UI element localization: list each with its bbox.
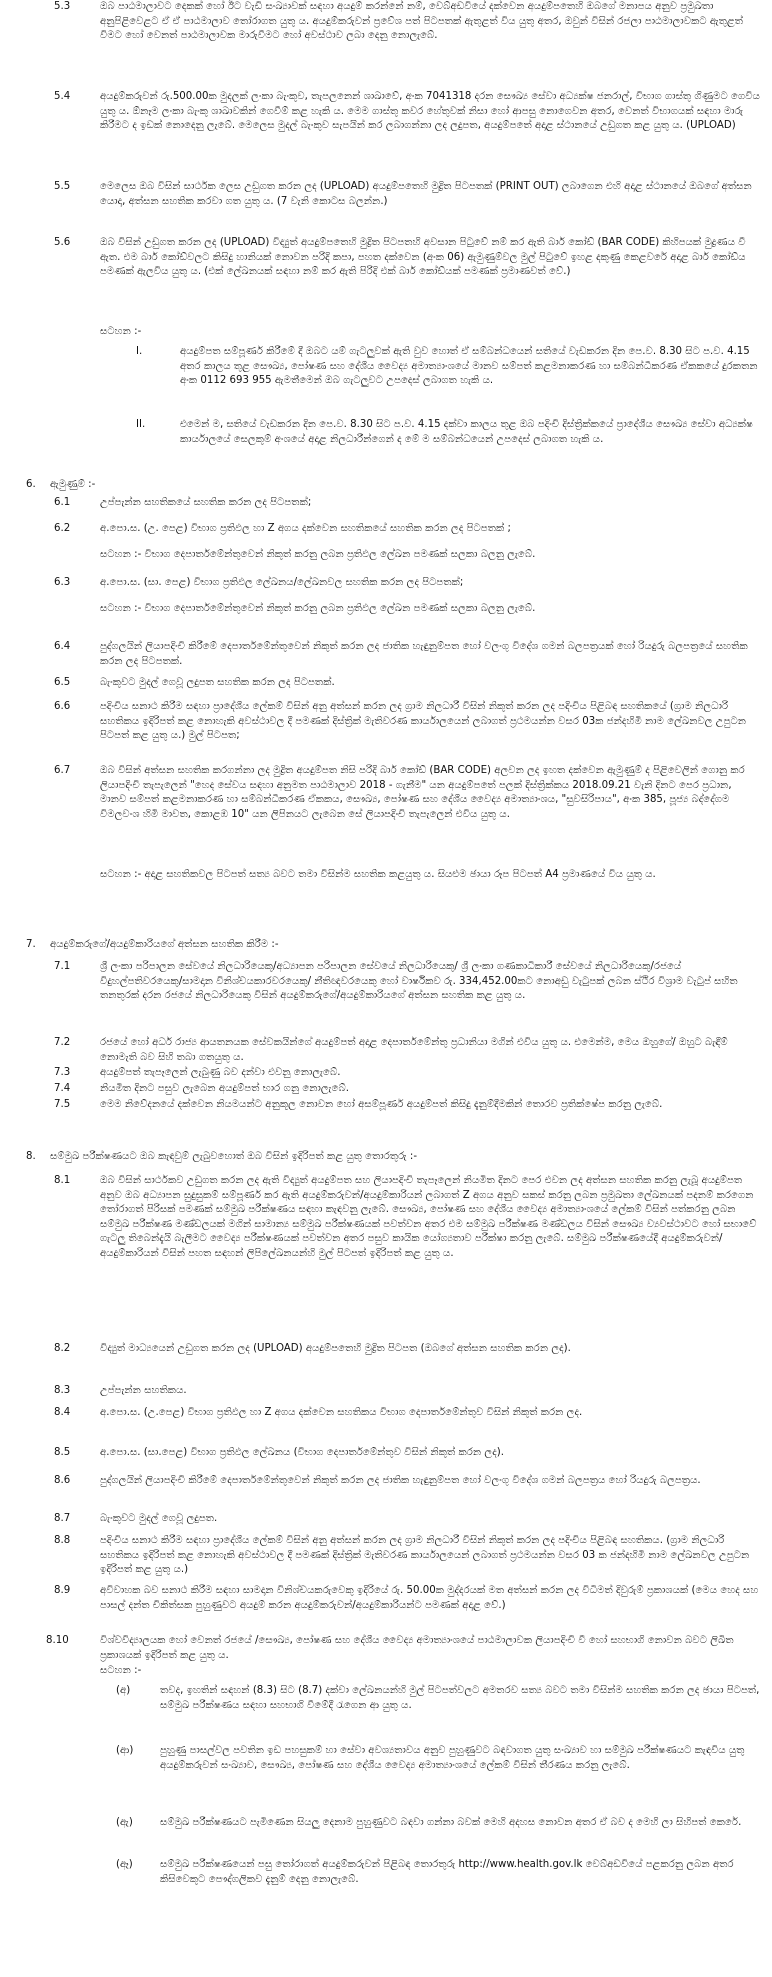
item-text: බැංකුවට මුදල් ගෙවූ ලදුපත. — [100, 1513, 218, 1524]
section-title: ඇමුණුම් :- — [50, 479, 96, 490]
note-text: එමෙන් ම, සතියේ වැඩකරන දින පෙ.ව. 8.30 සිට ප.ව. 4.15 දක්වා කාලය තුළ ඔබ පදිංචි දිස්ත්‍රික්කයේ ප්‍රාදේශීය සෞඛ්‍ය සේවා අධ්‍යක්ෂ කාර්යාලයේ සෙලකුම් අංශයේ අදාළ නිලධාරීන්ගෙන් ද මේ ම සම්බන්ධයෙන් උපදෙස් ලබාගත හැකි ය. — [180, 419, 753, 445]
item-number: 8.6 — [54, 1475, 71, 1486]
item-text: අවිවාහක බව සනාථ කිරීම සඳහා සාමදාන විනිශ්චයකරුවෙකු ඉදිරියේ රු. 50.00ක මුද්දරයක් මත අත්සන් කරන ලද විධිමත් දිවුරුම් ප්‍රකාශයක් (මෙය හෙද සහ පාසල් දන්ත චිකිත්සක පුහුණුවට අයදුම් කරන අයදුම්කරුවන්/අයදුම්කාරියන්ට පමණක් අදාළ වේ.) — [100, 1585, 759, 1611]
item-text: අ.පො.ස. (උ.පෙළ) විභාග ප්‍රතිඵල හා Z අගය දක්වෙන සහතිකය විභාග දෙපාර්තමේන්තුව විසින් නිකුත් කරන ලද. — [100, 1407, 583, 1418]
item-number: 5.3 — [54, 1, 71, 12]
note-text: අයදුම්පත සම්පූර්ණ කිරීමේ දී ඔබට යම් ගැටලුවක් ඇති වුව හොත් ඒ සම්බන්ධයෙන් සතියේ වැඩකරන දින පෙ.ව. 8.30 සිට ප.ව. 4.15 අතර කාලය තුළ සෞඛ්‍ය, පෝෂණ සහ දේශීය වෛද්‍ය අමාත්‍යාංශයේ මානව සම්පත් කළමනාකරණ හා සම්බන්ධීකරණ ඒකකයේ දුරකතන අංක 0112 693 955 ඇමතීමෙන් ඔබ ගැටලුවට උපදෙස් ලබාගත හැකි ය. — [180, 346, 758, 387]
item-number: 6.2 — [54, 523, 71, 534]
note-text: පුහුණු පාසල්වල පවතින ඉඩ පහසුකම් හා සේවා අවශ්‍යතාවය අනුව පුහුණුවට බඳවාගත යුතු සංඛ්‍යාව හා සම්මුඛ පරීක්ෂණයට කැඳවිය යුතු අයදුම්කරුවන් සංඛ්‍යාව, සෞඛ්‍ය, පෝෂණ සහ දේශීය වෛද්‍ය අමාත්‍යාංශයේ ලේකම් විසින් තීරණය කරනු ලැබේ. — [160, 1745, 745, 1771]
item-text: පදිංචිය සනාථ කිරීම සඳහා ප්‍රාදේශීය ලේකම් විසින් අනු අත්සන් කරන ලද ග්‍රාම නිලධාරී විසින් නිකුත් කරන ලද පදිංචිය පිළිබඳ සහතිකය. (ග්‍රාම නිලධාරි සහතිකය ඉදිරිපත් කළ නොහැකි අවස්ථාවල දී පමණක් දිස්ත්‍රික් මැතිවරණ කාර්යාලයෙන් ලබාගත් ප්‍රථමයන්න වසර 03 ක ජන්දහිමි නාම ලේඛනවල උපුටන ඉදිරිපත් කළ යුතු ය.) — [100, 1535, 750, 1576]
item-number: 7.4 — [54, 1083, 71, 1094]
item-number: 7.1 — [54, 961, 71, 972]
item-text: පුද්ගලයින් ලියාපදිංචි කිරීමේ දෙපාර්තමේන්තුවෙන් නිකුත් කරන ලද ජාතික හැඳුනුම්පත හෝ වලංගු විදේශ ගමන් බලපත්‍රය හෝ රියදුරු බලපත්‍රය. — [100, 1475, 701, 1486]
item-text: ඔබ විසින් අත්සන සහතික කරගන්නා ලද මුද්‍රිත අයදුම්පත නිසි පරිදි බාර් කෝඩ් (BAR CODE) අලවන ලද ඉහත දක්වෙන ඇමුණුම් ද පිළිවෙලින් ගොනු කර ලියාපදිංචි තැපැලෙන් "හෙද සේවය සඳහා අනුමත පාඨමාලාව 2018 - ගැනීම" යන අයදුම්පතේ පලක් දිස්ත්‍රික්කය 2018.09.21 වැනි දිනට පෙර ප්‍රධාන, මානව සම්පත් කළමනාකරණ හා සම්බන්ධීකරණ ඒකකය, සෞඛ්‍ය, පෝෂණ සහ දේශීය වෛද්‍ය අමාත්‍යාංශය, "සුවසිරිපාය", අංක 385, පූජ්‍ය බද්දේගම විමලවංශ හිමි මාවත, කොළඹ 10" යන ලිපිනයට ලැබෙන සේ ලියාපදිංචි තැපැලෙන් එවිය යුතු ය. — [100, 765, 745, 820]
item-text: විද්‍යුත් මාධ්‍යයෙන් උඩුගත කරන ලද (UPLOAD) අයදුම්පතෙහි මුද්‍රිත පිටපත (ඔබගේ අත්සන සහතික කරන ලද). — [100, 1343, 571, 1354]
section-number: 8. — [26, 1151, 36, 1162]
section-title: සම්මුඛ පරීක්ෂණයට ඔබ කැඳවුම් ලැබුවහොත් ඔබ විසින් ඉදිරිපත් කළ යුතු තොරතුරු :- — [50, 1151, 418, 1162]
item-text: බැංකුවට මුදල් ගෙවූ ලදුපත සහතික කරන ලද පිටපතක්. — [100, 677, 335, 688]
note-number: I. — [136, 346, 143, 357]
item-text: මෙම නිවේදනයේ දක්වෙන නියමයන්ට අනුකූල නොවන හෝ අසම්පූර්ණ අයදුම්පත් කිසිදු දැනුම්දීමකින් තොරව ප්‍රතික්ෂේප කරනු ලැබේ. — [100, 1099, 663, 1110]
item-text: උප්පැන්න සහතිකයේ සහතික කරන ලද පිටපතක්; — [100, 497, 312, 508]
item-text: විශ්වවිද්‍යාලයක හෝ වෙනත් රජයේ /සෞඛ්‍ය, පෝෂණ සහ දේශීය වෛද්‍ය අමාත්‍යාංශයේ පාඨමාලාවක ලියාපදිංචි වී හෝ සහභාගි නොවන බවට ලිඛිත ප්‍රකාශයක් ඉදිරිපත් කළ යුතු ය. — [100, 1635, 734, 1661]
item-number: 8.4 — [54, 1407, 71, 1418]
item-text: අ.පො.ස. (උ. පෙළ) විභාග ප්‍රතිඵල හා Z අගය දක්වෙන සහතිකයේ සහතික කරන ලද පිටපතක් ; — [100, 523, 511, 534]
note-text: සටහන :- විභාග දෙපාර්තමේන්තුවෙන් නිකුත් කරනු ලබන ප්‍රතිඵල ලේඛන පමණක් සලකා බලනු ලැබේ. — [100, 603, 536, 614]
section-number: 7. — [26, 939, 36, 950]
item-text: අයදුම්පත් තැපෑලෙන් ලැබුණු බව දන්වා එවනු නොලැබේ. — [100, 1067, 341, 1078]
note-label: සටහන :- — [100, 1665, 142, 1676]
item-text: උප්පැන්න සහතිකය. — [100, 1385, 187, 1396]
note-text: සම්මුඛ පරීක්ෂණයට පැමිණෙන සියලු දෙනාම පුහුණුවට බඳවා ගන්නා බවක් මෙහි අදහස නොවන අතර ඒ බව ද මෙහි ලා සිහිපත් කෙරේ. — [160, 1817, 742, 1828]
item-number: 5.5 — [54, 181, 71, 192]
item-text: අ.පො.ස. (සා.පෙළ) විභාග ප්‍රතිඵල ලේඛනය (විභාග දෙපාර්තමේන්තුව විසින් නිකුත් කරන ලද). — [100, 1447, 504, 1458]
note-number: (ඇ) — [116, 1817, 133, 1828]
item-text: ඔබ විසින් සාර්ථකව උඩුගත කරන ලද ඇති විද්‍යුත් අයදුම්පත සහ ලියාපදිංචි තැපෑලෙන් නියමිත දිනට පෙර එවන ලද අත්සන සහතික කරනු ලැබූ අයදුම්පත අනුව ඔබ අධ්‍යාපන සුදුසුකම් සම්පූර්ණ කර ඇති අයදුම්කරුවන්/අයදුම්කාරියන් ලබාගත් Z අගය අනුව සකස් කරනු ලබන ප්‍රමුඛතා ලේඛනයක් පදනම් කරගෙන තෝරාගත් පිරිසක් පමණක් සම්මුඛ පරීක්ෂණය සඳහා කැඳවනු ලැබේ. සෞඛ්‍ය, පෝෂණ සහ දේශීය වෛද්‍ය අමාත්‍යාංශයේ ලේකම් විසින් පත්කරනු ලබන සම්මුඛ පරීක්ෂණ මණ්ඩලයක් මගින් සාමාන්‍ය සම්මුඛ පරීක්ෂණයක් පවත්වන අතර එම සම්මුඛ පරීක්ෂණ මණ්ඩලය විසින් සෞඛ්‍ය ව්‍යවස්ථාවට හෝ සභාවේ ගැටලු තිබෙන්දැයි බැලීමට වෛද්‍ය පරීක්ෂණයක් පවත්වන අතර පසුව කායික යෝග්‍යතාව පරීක්ෂා කරනු ලැබේ. සම්මුඛ පරීක්ෂණයේදී අයදුම්කරුවන්/අයදුම්කාරියන් විසින් පහත සඳහන් ලිපිලේඛනයන්හි මුල් පිටපත් ඉදිරිපත් කළ යුතු ය. — [100, 1175, 757, 1259]
item-number: 7.2 — [54, 1037, 71, 1048]
item-text: පුද්ගලයින් ලියාපදිංචි කිරීමේ දෙපාර්තමේන්තුවෙන් නිකුත් කරන ලද ජාතික හැඳුනුම්පත හෝ වලංගු විදේශ ගමන් බලපත්‍රයක් හෝ රියදුරු බලපත්‍රයේ සහතික කරන ලද පිටපතක්. — [100, 641, 748, 667]
item-number: 8.2 — [54, 1343, 71, 1354]
item-number: 6.1 — [54, 497, 71, 508]
note-label: සටහන :- — [100, 326, 142, 337]
item-number: 8.3 — [54, 1385, 71, 1396]
item-text: ඔබ විසින් උඩුගත කරන ලද (UPLOAD) විද්‍යුත් අයදුම්පතෙහි මුද්‍රිත පිටපතහි අවසාන පිටුවේ නම් කර ඇති බාර් කෝඩ් (BAR CODE) කිහිපයක් මුද්‍රණය වී ඇත. එම බාර් කෝඩ්වලට කිසිදු හානියක් නොවන පරිදි කපා, පහත දක්වෙන (අංක 06) ඇමුණුම්වල මුල් පිටුවේ ඉහළ දකුණු කෙළවරේ අදාළ බාර් කෝඩ්ය පමණක් ඇලවිය යුතු ය. (එක් ලේඛනයක් සඳහා නම් කර ඇති පිරිදි එක් බාර් කෝඩ්යක් පමණක් ප්‍රමාණවත් වේ.) — [100, 237, 746, 278]
item-text: ඔබ පාඨමාලාවට දෙකක් හෝ ඊට වැඩි සංඛ්‍යාවක් සඳහා අයදුම් කරන්නේ නම්, වෙබ්අඩවියේ දක්වෙන අයදුම්පතෙහි ඔබගේ මනාපය අනුව ප්‍රමුඛතා අනුපිළිවෙළට ඒ ඒ පාඨමාලාව තෝරාගත යුතු ය. අයදුම්කරුවන් ප්‍රවේශ පත් පිටපතක් ඇතුළත් විය යුතු අතර, ඔවුන් විසින් රජලා පාඨමාලාවකට ඇතුළත් විමට හෝ වෙනත් පාඨමාලාවක මාරුවීමට හෝ අවස්ථාව ලබා දෙනු නොලැබේ. — [100, 1, 744, 42]
note-number: (අ) — [116, 1685, 131, 1696]
item-text: නියමිත දිනට පසුව ලැබෙන අයදුම්පත් භාර ගනු නොලැබේ. — [100, 1083, 349, 1094]
item-number: 8.9 — [54, 1585, 71, 1596]
item-number: 8.5 — [54, 1447, 71, 1458]
item-number: 7.5 — [54, 1099, 71, 1110]
item-number: 6.7 — [54, 765, 71, 776]
note-text: සටහන :- අදාළ සහතිකවල පිටපත් සත්‍ය බවට තමා විසින්ම සහතික කළයුතු ය. සියළුම ඡායා රූප පිටපත් A4 ප්‍රමාණයේ විය යුතු ය. — [100, 869, 656, 880]
item-number: 6.4 — [54, 641, 71, 652]
item-number: 6.3 — [54, 577, 71, 588]
item-number: 6.5 — [54, 677, 71, 688]
note-number: (ඈ) — [116, 1859, 133, 1870]
item-text: අයදුම්කරුවන් රු.500.00ක මුදලක් ලංකා බැංකුව, තැපලනෙන් ශාඛාවේ, අංක 7041318 දරන සෞඛ්‍ය සේවා අධ්‍යක්ෂ ජනරාල්, විභාග ගාස්තු ගිණුමට ගෙවිය යුතු ය. ඕනෑම ලංකා බැංකු ශාඛාවකින් ගෙවීම් කළ හැකි ය. මෙම ගාස්තු කවර හේතුවක් නිසා හෝ ආපසු නොගෙවන අතර, වෙනත් විභාගයක් සඳහා මාරු කිරීමට ද ඉඩක් නොදෙනු ලැබේ. මෙලෙස මුදල් බැංකුව සැපයින් කර ලබාගන්නා ලද ලදුපත, අයදුම්පතේ අදාළ ස්ථානයේ උඩුගත කළ යුතු ය. (UPLOAD) — [100, 91, 760, 132]
item-number: 5.4 — [54, 91, 71, 102]
section-title: අයදුම්කරුගේ/අයදුම්කාරියගේ අත්සන සහතික කිරීම :- — [50, 939, 279, 950]
note-number: II. — [136, 419, 146, 430]
item-text: රජයේ හෝ අර්ධ රාජ්‍ය ආයතනයක සේවකයින්ගේ අයදුම්පත් අදාළ දෙපාර්තමේන්තු ප්‍රධානියා මගින් එවිය යුතු ය. එමෙන්ම, මෙය ඔහුගේ/ ඔහුට බැඳීම් නොමැති බව සිහි තබා ගතයුතු ය. — [100, 1037, 728, 1063]
note-text: සම්මුඛ පරීක්ෂණයෙන් පසු තෝරාගත් අයදුම්කරුවන් පිළිබඳ තොරතුරු http://www.health.gov.lk වෙබ්අඩවියේ පළකරනු ලබන අතර කිසිවෙකුට පෞද්ගලිකව දැනුම් දෙනු නොලැබේ. — [160, 1859, 734, 1885]
item-text: අ.පො.ස. (සා. පෙළ) විභාග ප්‍රතිඵල ලේඛනය/ලේඛනවල සහතික කරන ලද පිටපතක්; — [100, 577, 464, 588]
section-number: 6. — [26, 479, 36, 490]
item-number: 8.7 — [54, 1513, 71, 1524]
item-text: මෙලෙස ඔබ විසින් සාර්ථක ලෙස උඩුගත කරන ලද (UPLOAD) අයදුම්පතෙහි මුද්‍රිත පිටපතක් (PRINT OUT) ලබාගෙන එහි අදාළ ස්ථානයේ ඔබගේ අත්සන යොදා, අත්සන සහතික කරවා ගත යුතු ය. (7 වැනි කොටස බලන්න.) — [100, 181, 752, 207]
item-text: පදිංචිය සනාථ කිරීම සඳහා ප්‍රාදේශීය ලේකම් විසින් අනු අත්සන් කරන ලද ග්‍රාම නිලධාරී විසින් නිකුත් කරන ලද පදිංචිය පිළිබඳ සහතිකයේ (ග්‍රාම නිලධාරි සහතිකය ඉදිරිපත් කළ නොහැකි අවස්ථාවල දී පමණක් දිස්ත්‍රික් මැතිවරණ කාර්යාලයෙන් ලබාගත් ප්‍රථමයන්න වසර 03ක ජන්දහිමි නාම ලේඛනවල උපුටන පිටපත් කළ යුතු ය.) මුල් පිටපත; — [100, 701, 747, 742]
item-number: 6.6 — [54, 701, 71, 712]
note-text: සටහන :- විභාග දෙපාර්තමේන්තුවෙන් නිකුත් කරනු ලබන ප්‍රතිඵල ලේඛන පමණක් සලකා බලනු ලැබේ. — [100, 549, 536, 560]
note-text: තවද, ඉහතින් සඳහන් (8.3) සිට (8.7) දක්වා ලේඛනයන්හි මුල් පිටපත්වලට අමතරව සත්‍ය බවට තමා විසින්ම සහතික කරන ලද ඡායා පිටපත්, සම්මුඛ පරීක්ෂණය සඳහා සහභාගි වීමේදී රැගෙන ආ යුතු ය. — [160, 1685, 760, 1711]
note-number: (ආ) — [116, 1745, 134, 1756]
item-number: 8.8 — [54, 1535, 71, 1546]
item-number: 5.6 — [54, 237, 71, 248]
item-number: 7.3 — [54, 1067, 71, 1078]
item-text: ශ්‍රී ලංකා පරිපාලන සේවයේ නිලධාරියෙකු/අධ්‍යාපන පරිපාලන සේවයේ නිලධාරියෙකු/ ශ්‍රී ලංකා ගණකාධිකාරී සේවයේ නිලධාරියෙකු/රජයේ විදුහල්පතිවරයෙකු/සාමදාන විනිශ්චයකාරවරයෙකු/ නීතිඥවරයෙකු හෝ වාර්ෂිකව රු. 334,452.00කට නොඅඩු වැටුපක් ලබන ස්ථිර විශ්‍රාම වැටුප් සහිත තනතුරක් දරන රජයේ නිලධාරියෙකු විසින් අයදුම්කරුගේ/අයදුම්කාරියගේ අත්සන සහතික කළ යුතු ය. — [100, 961, 738, 1002]
item-number: 8.10 — [46, 1635, 69, 1646]
item-number: 8.1 — [54, 1175, 71, 1186]
